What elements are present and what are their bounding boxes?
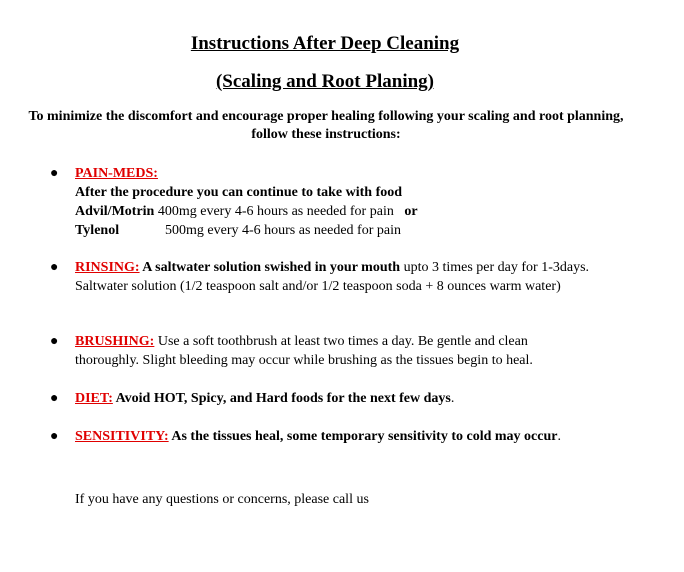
- diet-end: .: [450, 391, 455, 406]
- list-item-pain-meds: [50, 164, 635, 240]
- bullet-icon: ●: [50, 334, 59, 349]
- bullet-icon: ●: [50, 391, 59, 406]
- list-item-brushing: [50, 332, 635, 370]
- or-text: or: [404, 204, 418, 219]
- brushing-text: Use a soft toothbrush at least two times a day. Be gentle and clean thoroughly. Slight bleeding may occur while brushing as the tissues begin to heal.: [75, 334, 533, 368]
- bullet-icon: ●: [50, 429, 59, 444]
- sensitivity-end: .: [557, 429, 561, 444]
- tylenol-dose: 500mg every 4-6 hours as needed for pain: [165, 223, 401, 238]
- list-item-diet: [50, 389, 635, 408]
- bullet-icon: ●: [50, 166, 59, 181]
- rinsing-label: RINSING:: [75, 260, 140, 275]
- saltwater-recipe: Saltwater solution (1/2 teaspoon salt and/or 1/2 teaspoon soda + 8 ounces warm water): [75, 279, 561, 294]
- brushing-label: BRUSHING:: [75, 334, 155, 349]
- advil-dose: 400mg every 4-6 hours as needed for pain: [154, 204, 394, 219]
- tylenol-row: [75, 221, 635, 240]
- rinsing-text: upto 3 times per day for 1-3days.: [400, 260, 590, 275]
- diet-label: DIET:: [75, 391, 113, 406]
- intro-paragraph: To minimize the discomfort and encourage proper healing following your scaling and root planning, follow these instructions:: [28, 109, 624, 142]
- document-subtitle: (Scaling and Root Planing): [215, 71, 434, 92]
- pain-meds-intro: After the procedure you can continue to take with food: [75, 185, 403, 200]
- sensitivity-text: As the tissues heal, some temporary sensitivity to cold may occur: [168, 429, 558, 444]
- tylenol-name: Tylenol: [75, 223, 120, 238]
- bullet-icon: ●: [50, 260, 59, 275]
- document-title: Instructions After Deep Cleaning: [190, 33, 460, 54]
- list-item-sensitivity: [50, 427, 635, 446]
- closing-note: If you have any questions or concerns, please call us: [75, 492, 369, 507]
- pain-meds-label: PAIN-MEDS:: [75, 166, 158, 181]
- sensitivity-label: SENSITIVITY:: [75, 429, 169, 444]
- advil-name: Advil/Motrin: [75, 204, 155, 219]
- advil-row: [75, 202, 635, 221]
- list-item-rinsing: [50, 258, 635, 296]
- diet-text: Avoid HOT, Spicy, and Hard foods for the next few days: [112, 391, 451, 406]
- rinsing-bold-text: A saltwater solution swished in your mouth: [139, 260, 401, 275]
